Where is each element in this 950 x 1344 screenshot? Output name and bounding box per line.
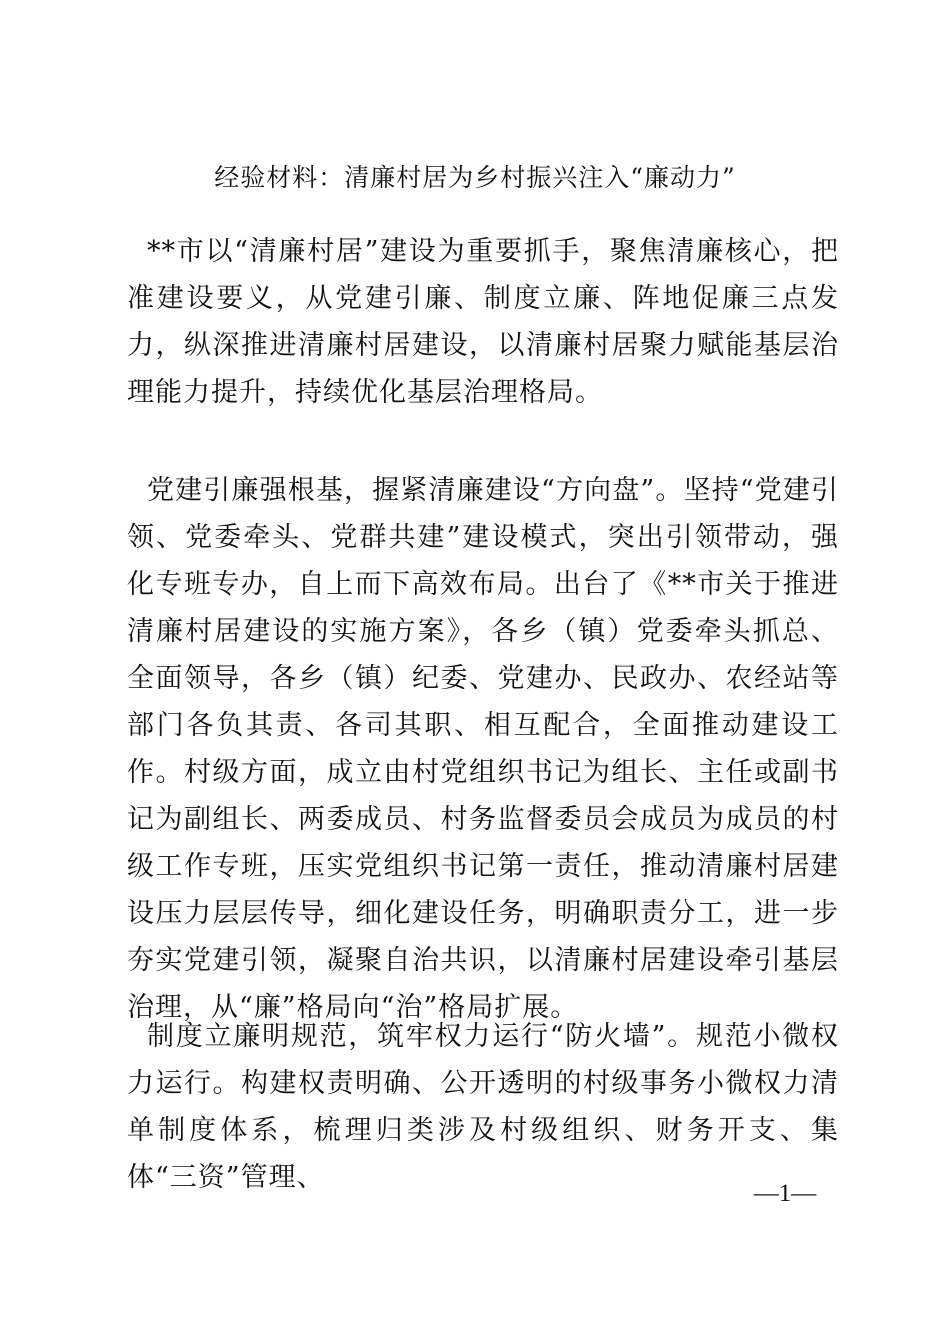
document-title: 经验材料：清廉村居为乡村振兴注入“廉动力”: [214, 163, 736, 192]
paragraph-institution: 制度立廉明规范，筑牢权力运行“防火墙”。规范小微权力运行。构建权责明确、公开透明的村级事务小微权力清单制度体系，梳理归类涉及村级组织、财务开支、集体“三资”管理、: [127, 1021, 839, 1193]
page-number: —1—: [753, 1180, 817, 1207]
paragraph-intro: **市以“清廉村居”建设为重要抓手，聚焦清廉核心，把准建设要义，从党建引廉、制度立廉、阵地促廉三点发力，纵深推进清廉村居建设，以清廉村居聚力赋能基层治理能力提升，持续优化基层治理格局。: [127, 236, 839, 408]
paragraph-party-building: 党建引廉强根基，握紧清廉建设“方向盘”。坚持“党建引领、党委牵头、党群共建”建设模式，突出引领带动，强化专班专办，自上而下高效布局。出台了《**市关于推进清廉村居建设的实施方案》，各乡（镇）党委牵头抓总、全面领导，各乡（镇）纪委、党建办、民政办、农经站等部门各负其责、各司其职、相互配合，全面推动建设工作。村级方面，成立由村党组织书记为组长、主任或副书记为副组长、两委成员、村务监督委员会成员为成员的村级工作专班，压实党组织书记第一责任，推动清廉村居建设压力层层传导，细化建设任务，明确职责分工，进一步夯实党建引领，凝聚自治共识，以清廉村居建设牵引基层治理，从“廉”格局向“治”格局扩展。: [127, 475, 839, 1023]
